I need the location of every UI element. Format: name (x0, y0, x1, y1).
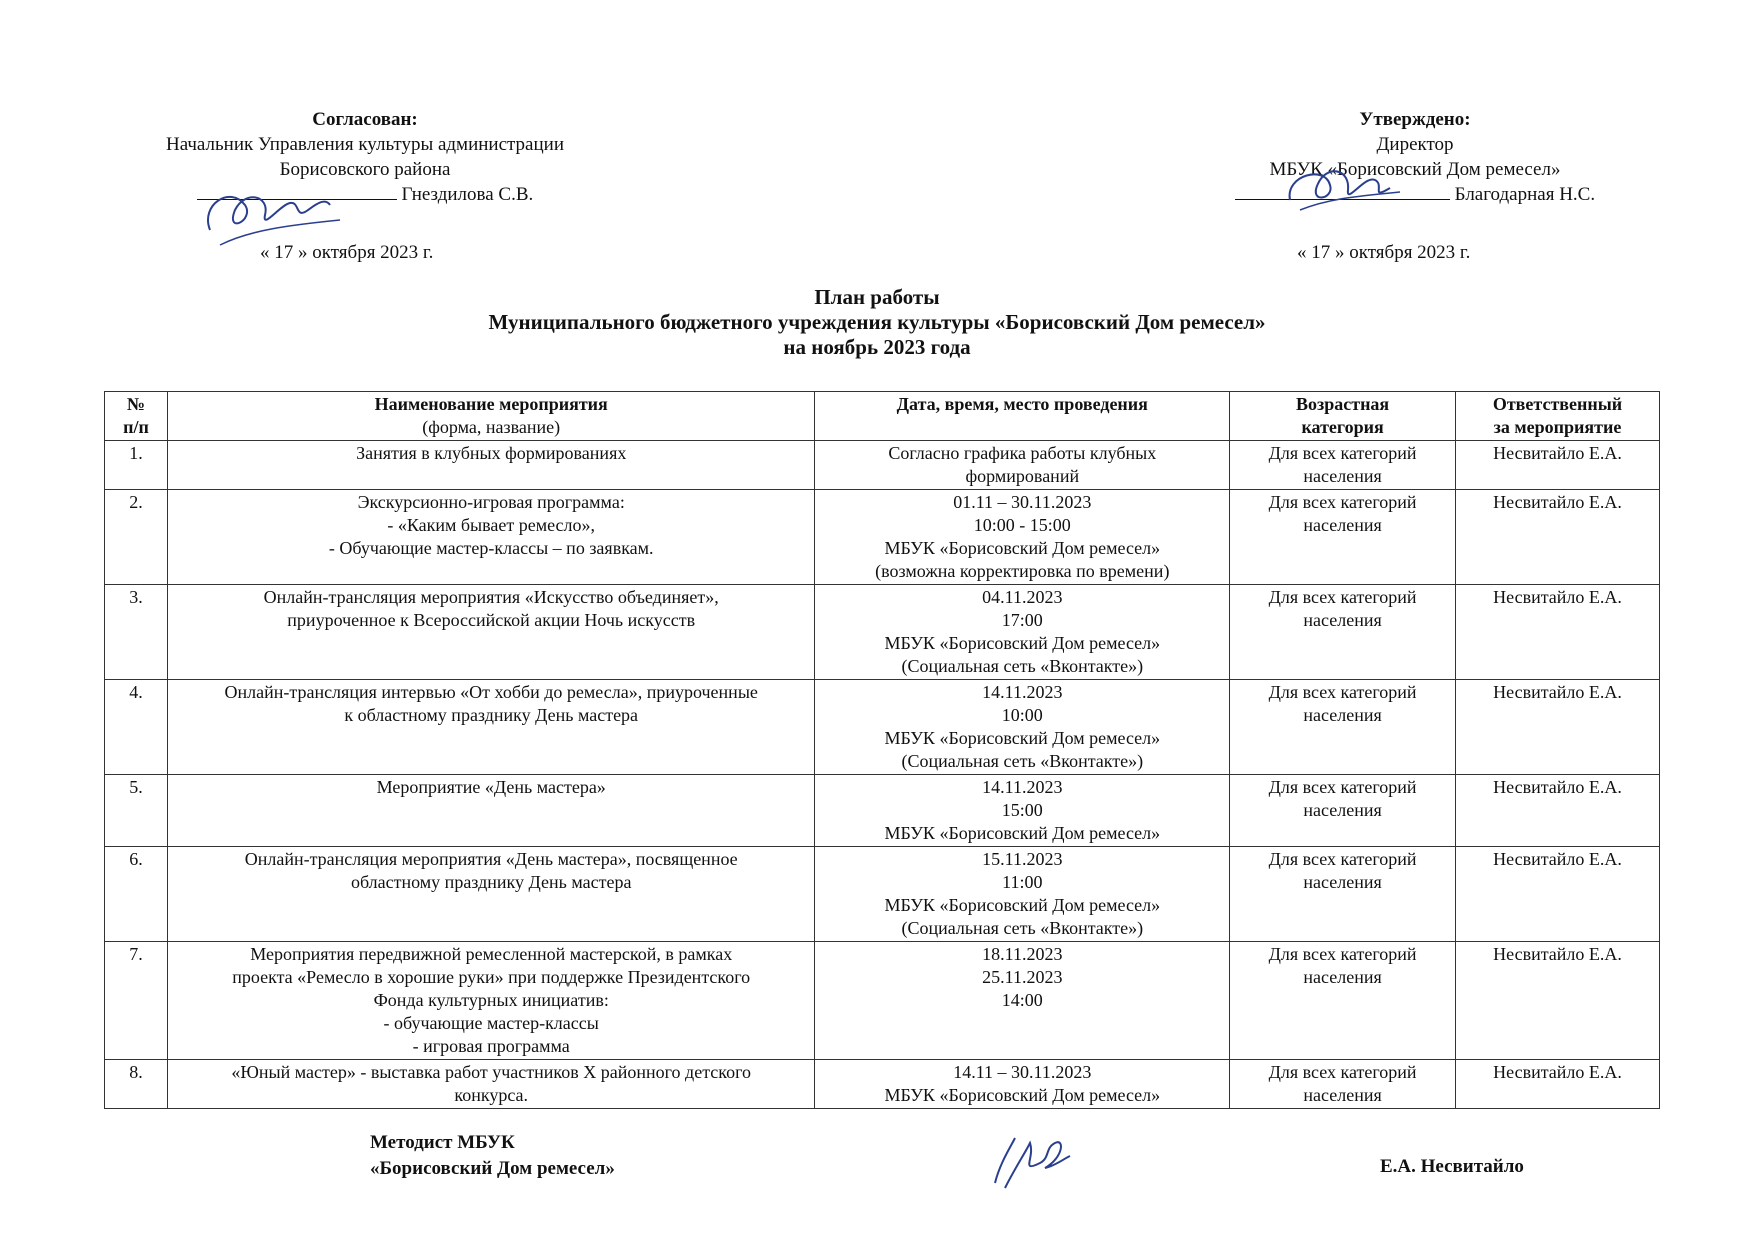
age-category-line: Для всех категорий (1268, 1062, 1417, 1082)
event-date-line: (возможна корректировка по времени) (875, 561, 1170, 581)
event-date (815, 942, 1230, 1060)
event-name (167, 441, 815, 490)
event-name (167, 490, 815, 585)
age-category-line: населения (1303, 872, 1382, 892)
event-date (815, 680, 1230, 775)
responsible (1456, 775, 1660, 847)
header-date (815, 392, 1230, 441)
event-date-line: 14.11.2023 (982, 777, 1063, 797)
header-age-line: категория (1301, 417, 1384, 437)
event-name-line: Фонда культурных инициатив: (373, 990, 609, 1010)
responsible (1456, 1060, 1660, 1109)
event-date-line: 14.11 – 30.11.2023 (953, 1062, 1092, 1082)
event-date (815, 441, 1230, 490)
header-age-line: Возрастная (1295, 394, 1390, 414)
event-name-line: Онлайн-трансляция мероприятия «День мастера», посвященное (244, 849, 738, 869)
approval-left (100, 107, 630, 207)
event-date-line: 10:00 (1001, 705, 1043, 725)
event-name-line: - игровая программа (412, 1036, 570, 1056)
header-date-line: Дата, время, место проведения (896, 394, 1148, 414)
age-category-line: Для всех категорий (1268, 443, 1417, 463)
header-num-line: № (126, 394, 146, 414)
approval-left-position: Начальник Управления культуры администрации (165, 134, 564, 155)
row-number (105, 942, 168, 1060)
event-date-line: МБУК «Борисовский Дом ремесел» (884, 728, 1161, 748)
age-category-line: населения (1303, 515, 1382, 535)
responsible (1456, 942, 1660, 1060)
age-category-line: населения (1303, 800, 1382, 820)
event-date-line: МБУК «Борисовский Дом ремесел» (884, 895, 1161, 915)
approval-right-name: Благодарная Н.С. (1454, 184, 1596, 205)
header-responsible (1456, 392, 1660, 441)
footer-signatory (370, 1130, 615, 1182)
header-name-line: Наименование мероприятия (374, 394, 608, 414)
age-category-line: Для всех категорий (1268, 492, 1417, 512)
approval-right-org: МБУК «Борисовский Дом ремесел» (1269, 159, 1561, 180)
event-name-line: Занятия в клубных формированиях (356, 443, 627, 463)
age-category-line: населения (1303, 610, 1382, 630)
event-date-line: 15:00 (1001, 800, 1043, 820)
row-number (105, 490, 168, 585)
event-name (167, 585, 815, 680)
event-name (167, 1060, 815, 1109)
event-date-line: 11:00 (1002, 872, 1043, 892)
row-number (105, 585, 168, 680)
table-row (105, 441, 1660, 490)
document-title (0, 285, 1754, 360)
responsible (1456, 680, 1660, 775)
responsible (1456, 490, 1660, 585)
event-date-line: 04.11.2023 (982, 587, 1063, 607)
table-row (105, 847, 1660, 942)
approval-left-title: Согласован: (312, 109, 418, 130)
header-resp-line: за мероприятие (1493, 417, 1622, 437)
age-category (1230, 680, 1456, 775)
signature-line (1235, 199, 1450, 200)
footer-position: Методист МБУК (370, 1132, 515, 1153)
event-date-line: МБУК «Борисовский Дом ремесел» (884, 823, 1161, 843)
signature-line (197, 199, 397, 200)
header-name (167, 392, 815, 441)
header-resp-line: Ответственный (1492, 394, 1623, 414)
event-name-line: - обучающие мастер-классы (383, 1013, 599, 1033)
age-category (1230, 1060, 1456, 1109)
event-date (815, 490, 1230, 585)
event-name-line: - «Каким бывает ремесло», (387, 515, 596, 535)
responsible-name: Несвитайло Е.А. (1493, 944, 1622, 964)
responsible-name: Несвитайло Е.А. (1493, 849, 1622, 869)
event-name-line: Мероприятия передвижной ремесленной мастерской, в рамках (250, 944, 733, 964)
title-line-2: Муниципального бюджетного учреждения культуры «Борисовский Дом ремесел» (488, 310, 1266, 334)
responsible-name: Несвитайло Е.А. (1493, 682, 1622, 702)
event-date-line: (Социальная сеть «Вконтакте») (901, 918, 1144, 938)
event-date-line: 14.11.2023 (982, 682, 1063, 702)
responsible (1456, 441, 1660, 490)
event-name-line: Онлайн-трансляция интервью «От хобби до ремесла», приуроченные (224, 682, 758, 702)
row-number (105, 680, 168, 775)
row-number-text: 3. (129, 587, 143, 607)
age-category-line: Для всех категорий (1268, 587, 1417, 607)
row-number (105, 441, 168, 490)
table-header-row (105, 392, 1660, 441)
event-name-line: Мероприятие «День мастера» (376, 777, 606, 797)
table-row (105, 775, 1660, 847)
plan-table-body (105, 441, 1660, 1109)
footer-org: «Борисовский Дом ремесел» (370, 1158, 615, 1179)
responsible-name: Несвитайло Е.А. (1493, 777, 1622, 797)
event-name-line: Онлайн-трансляция мероприятия «Искусство объединяет», (263, 587, 719, 607)
event-name-line: Экскурсионно-игровая программа: (357, 492, 625, 512)
event-name (167, 680, 815, 775)
event-date-line: формирований (965, 466, 1080, 486)
event-date-line: 25.11.2023 (982, 967, 1063, 987)
approval-left-district: Борисовского района (279, 159, 451, 180)
table-row (105, 942, 1660, 1060)
responsible (1456, 847, 1660, 942)
event-date-line: 01.11 – 30.11.2023 (953, 492, 1092, 512)
row-number-text: 4. (129, 682, 143, 702)
age-category-line: Для всех категорий (1268, 777, 1417, 797)
event-name-line: - Обучающие мастер-классы – по заявкам. (328, 538, 654, 558)
table-row (105, 1060, 1660, 1109)
age-category (1230, 942, 1456, 1060)
row-number (105, 775, 168, 847)
approval-left-signature-row (100, 182, 630, 207)
row-number-text: 2. (129, 492, 143, 512)
age-category-line: населения (1303, 1085, 1382, 1105)
responsible-name: Несвитайло Е.А. (1493, 443, 1622, 463)
event-name-line: конкурса. (454, 1085, 529, 1105)
event-date-line: 14:00 (1001, 990, 1043, 1010)
approval-right-position: Директор (1376, 134, 1454, 155)
event-date-line: 17:00 (1001, 610, 1043, 630)
approval-right-title: Утверждено: (1359, 109, 1471, 130)
age-category-line: Для всех категорий (1268, 849, 1417, 869)
event-name (167, 942, 815, 1060)
age-category-line: Для всех категорий (1268, 682, 1417, 702)
header-name-line: (форма, название) (422, 417, 561, 437)
event-date (815, 585, 1230, 680)
header-age (1230, 392, 1456, 441)
table-row (105, 585, 1660, 680)
event-date (815, 847, 1230, 942)
age-category-line: Для всех категорий (1268, 944, 1417, 964)
approval-left-date: « 17 » октября 2023 г. (260, 242, 434, 263)
age-category (1230, 490, 1456, 585)
responsible-name: Несвитайло Е.А. (1493, 492, 1622, 512)
age-category-line: населения (1303, 967, 1382, 987)
age-category (1230, 585, 1456, 680)
event-name-line: «Юный мастер» - выставка работ участников X районного детского (231, 1062, 752, 1082)
age-category (1230, 441, 1456, 490)
title-line-3: на ноябрь 2023 года (783, 335, 971, 359)
event-name-line: проекта «Ремесло в хорошие руки» при поддержке Президентского (232, 967, 751, 987)
event-name-line: к областному празднику День мастера (344, 705, 639, 725)
title-line-1: План работы (814, 285, 940, 309)
event-name (167, 847, 815, 942)
row-number-text: 5. (129, 777, 143, 797)
row-number (105, 1060, 168, 1109)
header-num-line: п/п (123, 417, 149, 437)
row-number-text: 6. (129, 849, 143, 869)
row-number-text: 1. (129, 443, 143, 463)
row-number-text: 7. (129, 944, 143, 964)
event-date-line: МБУК «Борисовский Дом ремесел» (884, 538, 1161, 558)
event-date (815, 775, 1230, 847)
age-category-line: населения (1303, 466, 1382, 486)
responsible-name: Несвитайло Е.А. (1493, 587, 1622, 607)
header-num (105, 392, 168, 441)
event-date-line: (Социальная сеть «Вконтакте») (901, 656, 1144, 676)
event-name (167, 775, 815, 847)
approval-right-signature-row (1180, 182, 1650, 207)
event-date-line: МБУК «Борисовский Дом ремесел» (884, 1085, 1161, 1105)
row-number-text: 8. (129, 1062, 143, 1082)
approval-right (1180, 107, 1650, 207)
age-category (1230, 775, 1456, 847)
age-category (1230, 847, 1456, 942)
event-date-line: 18.11.2023 (982, 944, 1063, 964)
event-date-line: МБУК «Борисовский Дом ремесел» (884, 633, 1161, 653)
footer-signature-icon (985, 1128, 1075, 1198)
table-row (105, 490, 1660, 585)
event-name-line: областному празднику День мастера (350, 872, 632, 892)
event-date-line: 15.11.2023 (982, 849, 1063, 869)
row-number (105, 847, 168, 942)
event-name-line: приуроченное к Всероссийской акции Ночь искусств (287, 610, 696, 630)
event-date-line: 10:00 - 15:00 (973, 515, 1071, 535)
event-date-line: Согласно графика работы клубных (888, 443, 1157, 463)
event-date (815, 1060, 1230, 1109)
approval-left-name: Гнездилова С.В. (401, 184, 534, 205)
age-category-line: населения (1303, 705, 1382, 725)
plan-table (104, 391, 1660, 1109)
responsible-name: Несвитайло Е.А. (1493, 1062, 1622, 1082)
table-row (105, 680, 1660, 775)
responsible (1456, 585, 1660, 680)
event-date-line: (Социальная сеть «Вконтакте») (901, 751, 1144, 771)
footer-name: Е.А. Несвитайло (1380, 1156, 1524, 1177)
approval-right-date: « 17 » октября 2023 г. (1297, 242, 1471, 263)
